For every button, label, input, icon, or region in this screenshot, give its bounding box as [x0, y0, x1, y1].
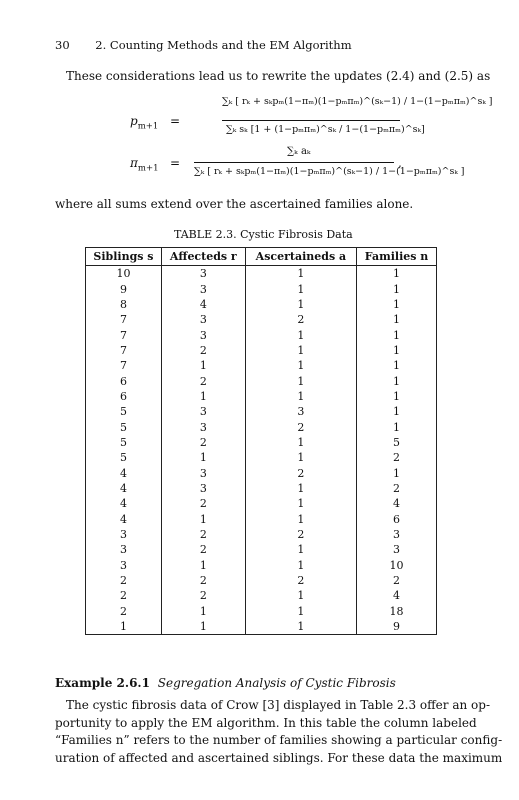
table-cell: 1 — [161, 358, 245, 373]
table-cell: 1 — [161, 389, 245, 404]
table-cell: 7 — [119, 328, 127, 342]
table-cell: 2 — [245, 573, 356, 588]
table-cell: 7 — [119, 313, 127, 327]
intro-text: These considerations lead us to rewrite the updates (2.4) and (2.5) as — [66, 69, 491, 83]
table-cell: 3 — [161, 404, 245, 419]
table-cell: 3 — [161, 327, 245, 342]
table-cell: 4 — [357, 496, 437, 511]
table-cell: 4 — [119, 466, 127, 480]
table-row — [86, 327, 437, 342]
table-cell: 7 — [119, 359, 127, 373]
table-cell: 1 — [245, 481, 356, 496]
table-row — [86, 527, 437, 542]
table-cell: 1 — [357, 419, 437, 434]
table-row — [86, 496, 437, 511]
table-header-row — [86, 248, 437, 266]
table-cell: 5 — [357, 435, 437, 450]
table-cell: 1 — [357, 465, 437, 480]
table-cell: 2 — [357, 481, 437, 496]
table-row — [86, 281, 437, 296]
table-cell: 3 — [161, 281, 245, 296]
table-cell: 2 — [119, 604, 127, 618]
table-cell: 18 — [357, 604, 437, 619]
paragraph-line: portunity to apply the EM algorithm. In this table the column labeled — [55, 715, 477, 730]
table-cell: 1 — [357, 297, 437, 312]
table-cell: 3 — [357, 542, 437, 557]
table-row — [86, 312, 437, 327]
table-cell: 1 — [245, 281, 356, 296]
table-cell: 5 — [119, 435, 127, 449]
table-row — [86, 542, 437, 557]
table-row — [86, 465, 437, 480]
table-cell: 3 — [357, 527, 437, 542]
table-cell: 9 — [357, 619, 437, 635]
running-header — [55, 38, 352, 52]
table-cell: 10 — [116, 267, 131, 281]
table-cell: 1 — [245, 327, 356, 342]
table-cell: 1 — [245, 512, 356, 527]
table-cell: 3 — [161, 419, 245, 434]
table-cell: 1 — [161, 450, 245, 465]
table-cell: 1 — [245, 297, 356, 312]
table-row — [86, 450, 437, 465]
table-row — [86, 373, 437, 388]
table-cell: 5 — [119, 420, 127, 434]
table-cell: 2 — [161, 527, 245, 542]
paragraph-line: uration of affected and ascertained siblings. For these data the maximum — [55, 750, 503, 765]
pi-symbol: π — [130, 156, 138, 170]
table-row — [86, 343, 437, 358]
table-cell: 2 — [161, 343, 245, 358]
paragraph-line: The cystic fibrosis data of Crow [3] displayed in Table 2.3 offer an op- — [66, 698, 490, 712]
table-cell: 1 — [357, 266, 437, 282]
table-cell: 1 — [245, 266, 356, 282]
table-cell: 2 — [161, 435, 245, 450]
table-cell: 2 — [161, 496, 245, 511]
p-numerator: ∑ₖ [ rₖ + sₖpₘ(1−πₘ)(1−pₘπₘ)^(sₖ−1) / 1−(1−pₘπₘ)^sₖ ] — [222, 96, 493, 107]
trailing-comma: , — [398, 156, 402, 170]
col-header-affecteds: Affecteds r — [161, 248, 245, 266]
table-row — [86, 266, 437, 282]
table-cell: 1 — [245, 389, 356, 404]
table-cell: 1 — [161, 604, 245, 619]
table-cell: 3 — [161, 481, 245, 496]
table-cell: 2 — [161, 573, 245, 588]
example-title: Segregation Analysis of Cystic Fibrosis — [157, 676, 396, 690]
table-row — [86, 419, 437, 434]
col-header-ascertaineds: Ascertaineds a — [245, 248, 356, 266]
table-row — [86, 481, 437, 496]
table-cell: 4 — [119, 512, 127, 526]
table-cell: 3 — [161, 312, 245, 327]
table-cell: 1 — [357, 343, 437, 358]
table-cell: 1 — [86, 619, 162, 635]
table-cell: 2 — [357, 450, 437, 465]
table-cell: 1 — [357, 312, 437, 327]
table-cell: 1 — [357, 358, 437, 373]
table-cell: 4 — [161, 297, 245, 312]
body-paragraph — [55, 697, 503, 767]
table-row — [86, 604, 437, 619]
table-cell: 2 — [245, 465, 356, 480]
example-heading — [55, 676, 396, 690]
table-cell: 10 — [357, 558, 437, 573]
cystic-fibrosis-table — [85, 247, 437, 635]
table-cell: 1 — [245, 496, 356, 511]
table-cell: 5 — [119, 405, 127, 419]
table-cell: 3 — [119, 558, 127, 572]
table-cell: 1 — [161, 512, 245, 527]
table-cell: 2 — [357, 573, 437, 588]
table-row — [86, 297, 437, 312]
table-cell: 1 — [161, 558, 245, 573]
table-cell: 6 — [119, 389, 127, 403]
running-title: 2. Counting Methods and the EM Algorithm — [95, 38, 352, 52]
table-cell: 3 — [161, 266, 245, 282]
table-cell: 3 — [119, 543, 127, 557]
table-cell: 1 — [161, 619, 245, 635]
table-cell: 1 — [245, 358, 356, 373]
p-symbol: p — [130, 114, 138, 128]
table-cell: 3 — [119, 528, 127, 542]
table-cell: 4 — [357, 588, 437, 603]
table-cell: 9 — [119, 282, 127, 296]
p-subscript: m+1 — [137, 121, 159, 132]
p-equals: = — [170, 114, 181, 128]
table-cell: 1 — [245, 588, 356, 603]
table-cell: 1 — [357, 327, 437, 342]
table-row — [86, 512, 437, 527]
table-cell: 2 — [161, 542, 245, 557]
table-cell: 5 — [119, 451, 127, 465]
table-cell: 3 — [161, 465, 245, 480]
table-cell: 2 — [161, 373, 245, 388]
pi-subscript: m+1 — [137, 163, 159, 174]
table-cell: 6 — [357, 512, 437, 527]
table-body — [86, 266, 437, 635]
table-cell: 1 — [245, 343, 356, 358]
p-denominator: ∑ₖ sₖ [1 + (1−pₘπₘ)^sₖ / 1−(1−pₘπₘ)^sₖ] — [226, 124, 425, 135]
table-row — [86, 358, 437, 373]
table-cell: 4 — [119, 481, 127, 495]
page-number: 30 — [55, 38, 70, 52]
table-cell: 1 — [357, 389, 437, 404]
table-cell: 1 — [245, 558, 356, 573]
table-cell: 3 — [245, 404, 356, 419]
table-cell: 6 — [119, 374, 127, 388]
table-row — [86, 404, 437, 419]
table-row — [86, 435, 437, 450]
table-cell: 2 — [119, 574, 127, 588]
table-cell: 1 — [245, 435, 356, 450]
table-row — [86, 558, 437, 573]
table-row — [86, 619, 437, 635]
where-text: where all sums extend over the ascertained families alone. — [55, 197, 414, 211]
table-cell: 7 — [119, 343, 127, 357]
table-cell: 1 — [357, 404, 437, 419]
table-cell: 1 — [357, 373, 437, 388]
table-cell: 2 — [161, 588, 245, 603]
table-cell: 2 — [119, 589, 127, 603]
pi-lhs — [130, 156, 158, 173]
pi-denominator: ∑ₖ [ rₖ + sₖpₘ(1−πₘ)(1−pₘπₘ)^(sₖ−1) / 1−(1−pₘπₘ)^sₖ ] — [194, 166, 465, 177]
pi-numerator: ∑ₖ aₖ — [287, 146, 311, 157]
table-cell: 4 — [119, 497, 127, 511]
table-cell: 1 — [245, 542, 356, 557]
col-header-families: Families n — [357, 248, 437, 266]
table-cell: 8 — [119, 297, 127, 311]
pi-fraction-bar — [194, 162, 394, 163]
example-label: Example 2.6.1 — [55, 676, 150, 690]
table-cell: 2 — [245, 527, 356, 542]
table-cell: 2 — [245, 312, 356, 327]
table-cell: 1 — [245, 604, 356, 619]
paragraph-line: “Families n” refers to the number of families showing a particular config- — [55, 733, 503, 747]
table-cell: 2 — [245, 419, 356, 434]
table-cell: 1 — [245, 450, 356, 465]
table-caption: TABLE 2.3. Cystic Fibrosis Data — [174, 228, 353, 241]
table-cell: 1 — [245, 619, 356, 635]
table-row — [86, 588, 437, 603]
p-fraction-bar — [222, 120, 400, 121]
pi-equals: = — [170, 156, 181, 170]
table-cell: 1 — [245, 373, 356, 388]
table-row — [86, 573, 437, 588]
col-header-siblings: Siblings s — [86, 248, 162, 266]
p-lhs — [130, 114, 158, 131]
table-row — [86, 389, 437, 404]
table-cell: 1 — [357, 281, 437, 296]
